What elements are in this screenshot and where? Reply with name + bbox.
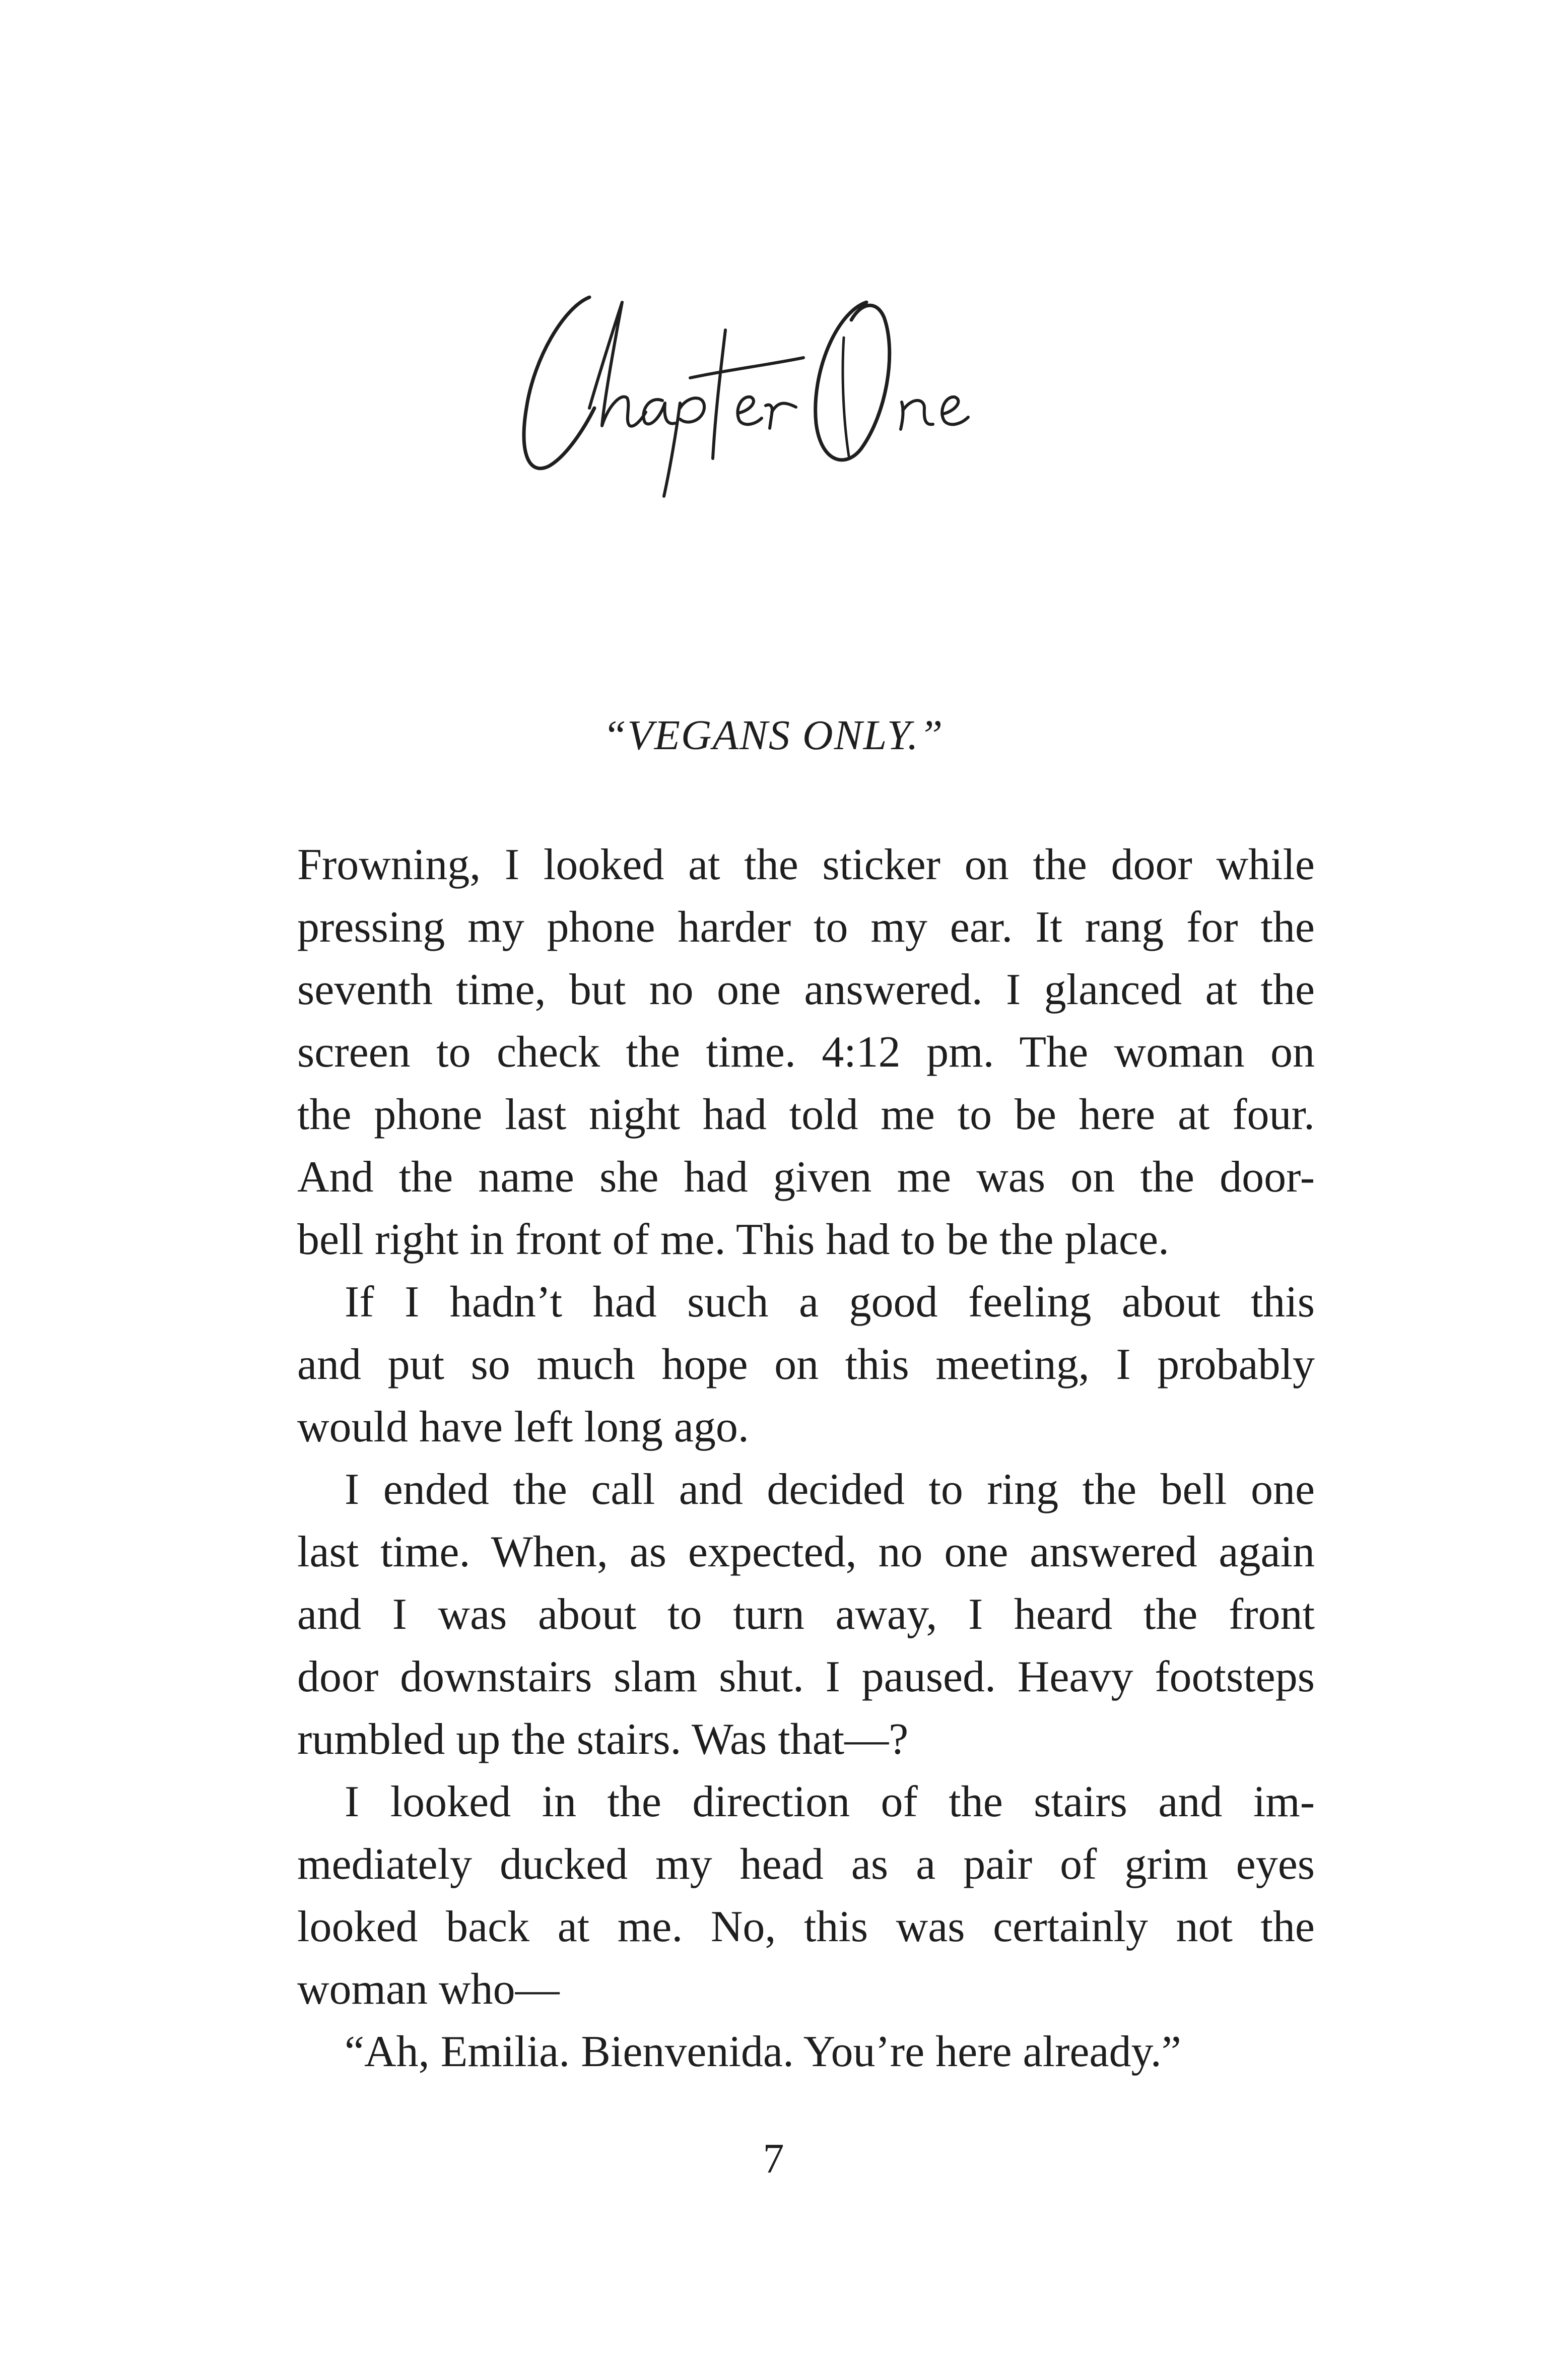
script-letter-p <box>664 398 704 496</box>
text-line: the phone last night had told me to be here at four. <box>297 1090 1315 1139</box>
script-letter-c <box>524 297 594 469</box>
script-letter-n <box>901 401 933 429</box>
text-line: I ended the call and decided to ring the bell one <box>345 1465 1315 1514</box>
text-line: pressing my phone harder to my ear. It rang for the <box>297 903 1315 952</box>
chapter-title-script <box>514 282 1068 514</box>
paragraph <box>297 1271 1315 1459</box>
text-line: And the name she had given me was on the door- <box>297 1153 1315 1202</box>
text-line: rumbled up the stairs. Was that—? <box>297 1715 909 1764</box>
chapter-body <box>297 834 1315 2083</box>
script-letter-t <box>690 330 803 458</box>
text-line: last time. When, as expected, no one answered again <box>297 1528 1315 1576</box>
text-line: Frowning, I looked at the sticker on the door while <box>297 840 1315 889</box>
text-line: seventh time, but no one answered. I glanced at the <box>297 965 1315 1014</box>
text-line: looked back at me. No, this was certainly not the <box>297 1902 1315 1951</box>
text-line: I looked in the direction of the stairs and im- <box>345 1777 1315 1826</box>
script-letter-h <box>589 302 646 426</box>
text-line: and I was about to turn away, I heard the front <box>297 1590 1315 1639</box>
text-line: woman who— <box>297 1965 560 2014</box>
text-line: door downstairs slam shut. I paused. Heavy footsteps <box>297 1652 1315 1701</box>
paragraph <box>297 1771 1315 2021</box>
chapter-heading <box>514 282 1068 514</box>
text-line: screen to check the time. 4:12 pm. The woman on <box>297 1028 1315 1077</box>
script-letter-e2 <box>942 397 968 425</box>
text-line: If I hadn’t had such a good feeling about this <box>345 1278 1315 1327</box>
paragraph <box>297 834 1315 1271</box>
script-letter-e <box>737 397 762 425</box>
page-number: 7 <box>763 2135 784 2182</box>
text-line: “Ah, Emilia. Bienvenida. You’re here already.” <box>345 2027 1181 2076</box>
epigraph: “VEGANS ONLY.” <box>602 712 944 759</box>
script-letter-o-stroke <box>843 338 849 456</box>
script-letter-o <box>816 302 890 460</box>
text-line: and put so much hope on this meeting, I probably <box>297 1340 1315 1389</box>
text-line: would have left long ago. <box>297 1403 749 1451</box>
paragraph <box>297 1459 1315 1771</box>
text-line: mediately ducked my head as a pair of grim eyes <box>297 1840 1315 1889</box>
script-letter-a <box>643 400 675 424</box>
script-letter-r <box>766 403 796 428</box>
text-line: bell right in front of me. This had to be the place. <box>297 1215 1170 1264</box>
paragraph <box>297 2021 1315 2083</box>
